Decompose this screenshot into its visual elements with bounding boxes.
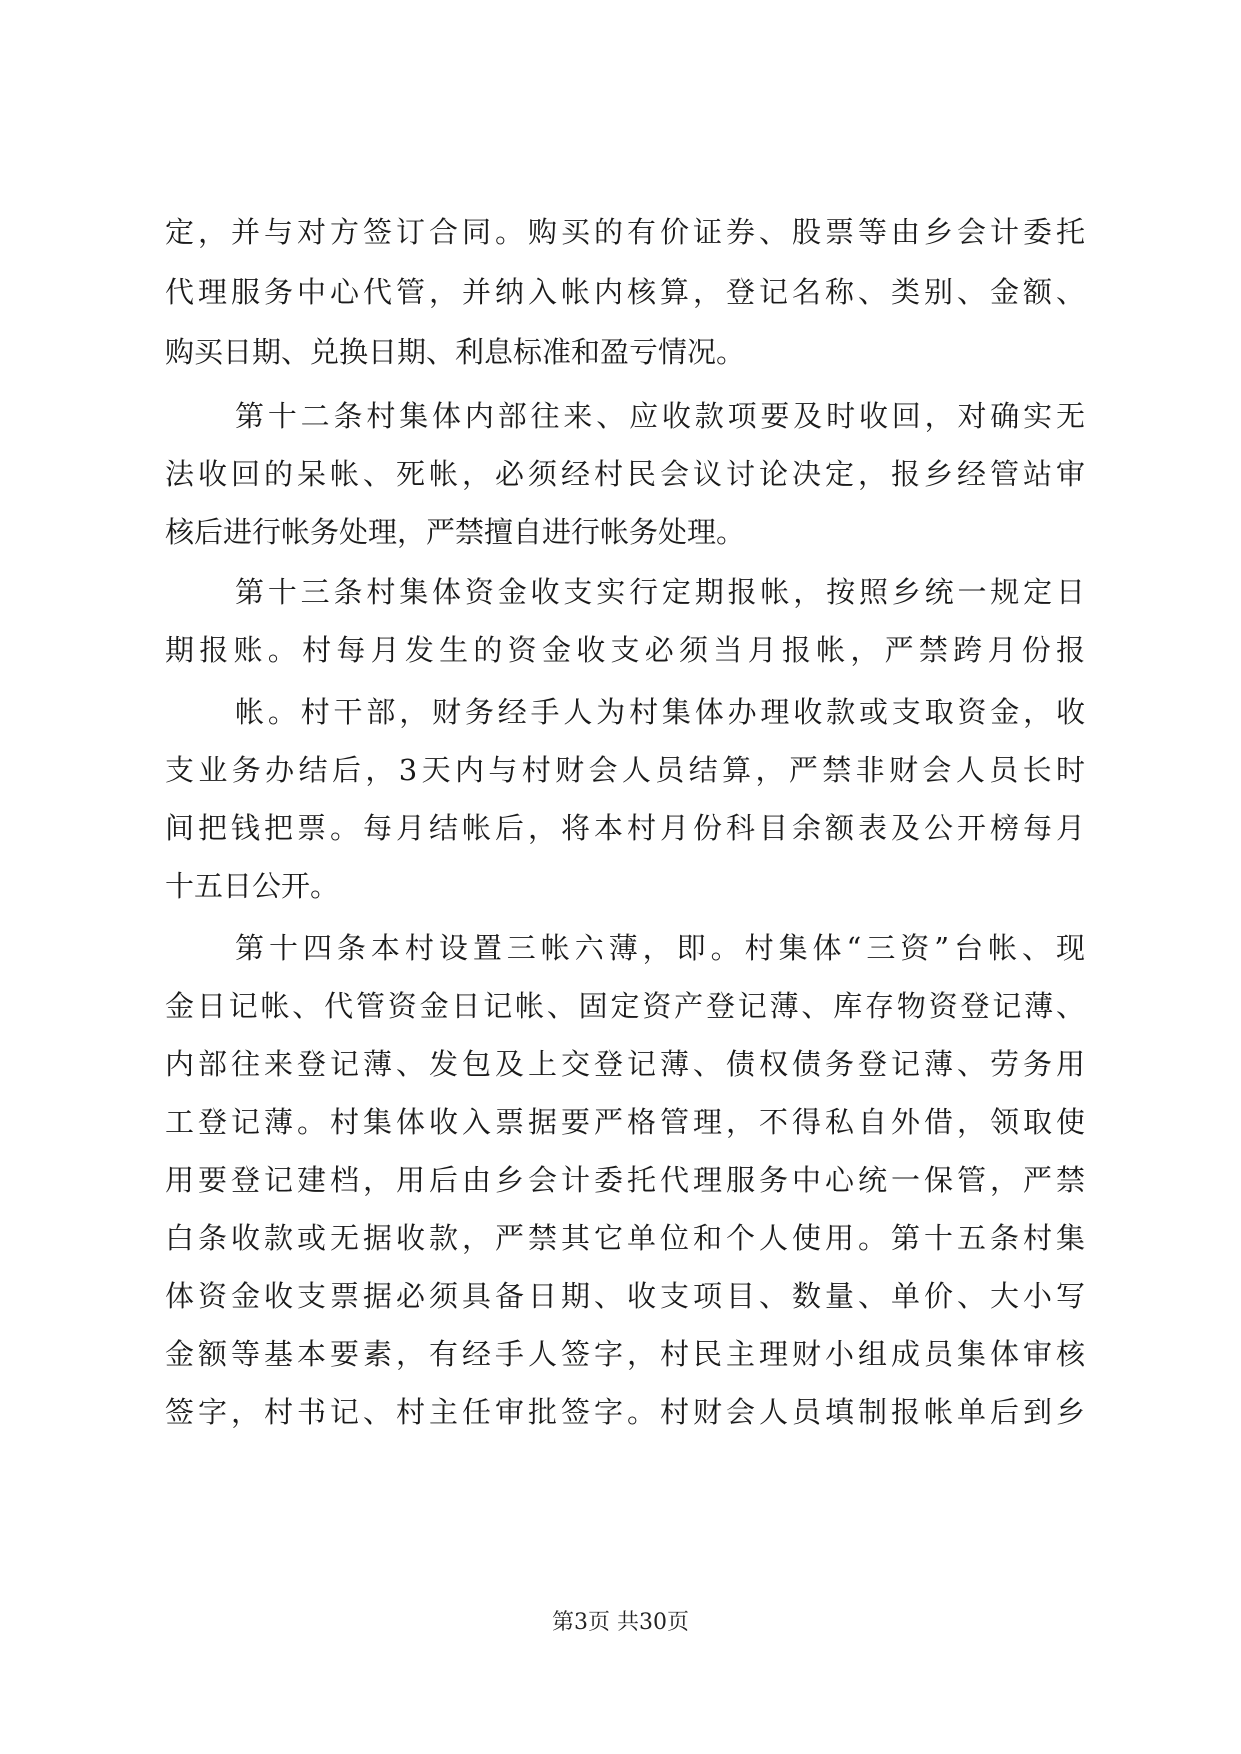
text-line: 购买日期、兑换日期、利息标准和盈亏情况。 (165, 335, 746, 369)
text-line: 十五日公开。 (165, 869, 340, 903)
text-line: 支业务办结后，3天内与村财会人员结算，严禁非财会人员长时 (165, 753, 1085, 787)
text-line: 体资金收支票据必须具备日期、收支项目、数量、单价、大小写 (165, 1279, 1085, 1313)
text-line: 内部往来登记薄、发包及上交登记薄、债权债务登记薄、劳务用 (165, 1047, 1085, 1081)
text-line: 间把钱把票。每月结帐后，将本村月份科目余额表及公开榜每月 (165, 811, 1085, 845)
text-line: 代理服务中心代管，并纳入帐内核算，登记名称、类别、金额、 (165, 275, 1085, 309)
page-number-footer: 第3页 共30页 (552, 1610, 689, 1635)
text-line: 第十三条村集体资金收支实行定期报帐，按照乡统一规定日 (235, 575, 1085, 609)
text-line: 期报账。村每月发生的资金收支必须当月报帐，严禁跨月份报 (165, 633, 1085, 667)
text-line: 法收回的呆帐、死帐，必须经村民会议讨论决定，报乡经管站审 (165, 457, 1085, 491)
text-line: 核后进行帐务处理，严禁擅自进行帐务处理。 (165, 515, 746, 549)
text-line: 金日记帐、代管资金日记帐、固定资产登记薄、库存物资登记薄、 (165, 989, 1085, 1023)
text-line: 第十二条村集体内部往来、应收款项要及时收回，对确实无 (235, 399, 1085, 433)
text-line: 定，并与对方签订合同。购买的有价证券、股票等由乡会计委托 (165, 215, 1085, 249)
text-line: 用要登记建档，用后由乡会计委托代理服务中心统一保管，严禁 (165, 1163, 1085, 1197)
text-line: 金额等基本要素，有经手人签字，村民主理财小组成员集体审核 (165, 1337, 1085, 1371)
text-line: 白条收款或无据收款，严禁其它单位和个人使用。第十五条村集 (165, 1221, 1085, 1255)
text-line: 第十四条本村设置三帐六薄，即。村集体“三资”台帐、现 (235, 931, 1085, 965)
text-line: 签字，村书记、村主任审批签字。村财会人员填制报帐单后到乡 (165, 1395, 1085, 1429)
text-line: 工登记薄。村集体收入票据要严格管理，不得私自外借，领取使 (165, 1105, 1085, 1139)
text-line: 帐。村干部，财务经手人为村集体办理收款或支取资金，收 (235, 695, 1085, 729)
